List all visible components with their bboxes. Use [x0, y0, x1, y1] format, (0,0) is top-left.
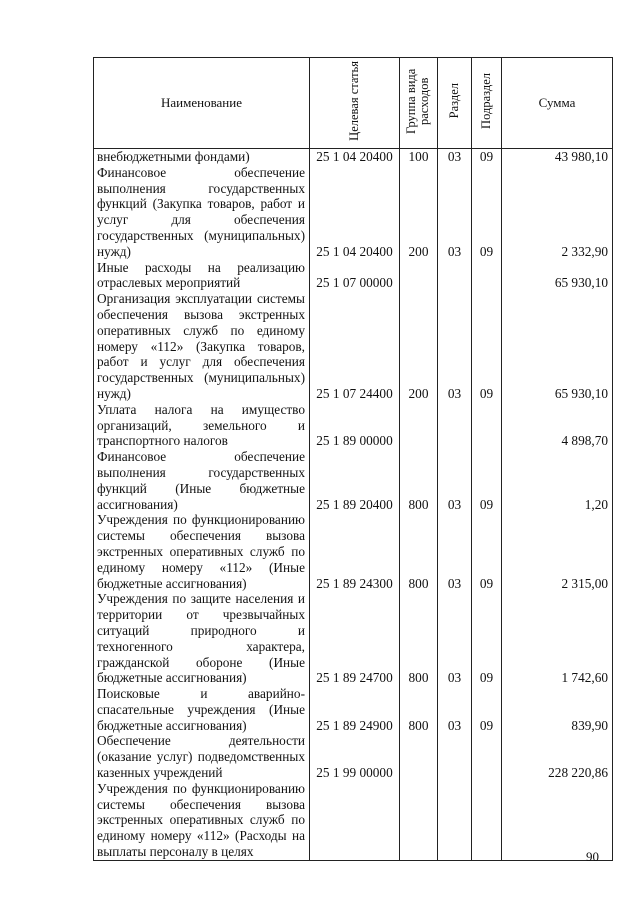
row-target: 25 1 07 00000: [310, 260, 400, 292]
row-subsection: 09: [472, 512, 502, 591]
table-row: [94, 686, 613, 733]
row-section: 03: [438, 591, 472, 686]
row-sum: 43 980,10: [502, 149, 613, 165]
table-row: [94, 591, 613, 686]
row-target: 25 1 89 24900: [310, 686, 400, 733]
row-name: Финансовое обеспечение выполнения государственных функций (Закупка товаров, работ и услуг для обеспечения государственных (муниципальных) нужд): [94, 165, 310, 260]
page-number: 90: [586, 849, 599, 864]
table-row: [94, 449, 613, 512]
row-target: 25 1 89 24700: [310, 591, 400, 686]
row-name: Обеспечение деятельности (оказание услуг) подведомственных казенных учреждений: [94, 733, 310, 780]
row-section: 03: [438, 449, 472, 512]
header-target: Целевая статья: [310, 58, 400, 149]
row-section: 03: [438, 291, 472, 402]
row-sum: 839,90: [502, 686, 613, 733]
table-row: [94, 149, 613, 165]
row-target: 25 1 89 24300: [310, 512, 400, 591]
header-sum: Сумма: [502, 58, 613, 149]
row-subsection: 09: [472, 165, 502, 260]
row-group: [400, 733, 438, 780]
row-section: 03: [438, 165, 472, 260]
row-sum: 65 930,10: [502, 291, 613, 402]
row-name: Организация эксплуатации системы обеспечения вызова экстренных оперативных служб по единому номеру «112» (Закупка товаров, работ и услуг для обеспечения государственных (муниципальных) нужд): [94, 291, 310, 402]
row-sum: 1,20: [502, 449, 613, 512]
row-name: Финансовое обеспечение выполнения государственных функций (Иные бюджетные ассигнования): [94, 449, 310, 512]
row-group: 200: [400, 291, 438, 402]
row-target: 25 1 07 24400: [310, 291, 400, 402]
row-name: внебюджетными фондами): [94, 149, 310, 165]
row-section: 03: [438, 512, 472, 591]
row-sum: 4 898,70: [502, 402, 613, 449]
row-section: [438, 781, 472, 860]
row-sum: 65 930,10: [502, 260, 613, 292]
table-header-row: [94, 58, 613, 149]
table-row: [94, 291, 613, 402]
row-group: 200: [400, 165, 438, 260]
budget-table: [93, 57, 613, 861]
row-target: 25 1 89 00000: [310, 402, 400, 449]
row-name: Уплата налога на имущество организаций, земельного и транспортного налогов: [94, 402, 310, 449]
row-subsection: [472, 260, 502, 292]
header-section: Раздел: [438, 58, 472, 149]
row-name: Учреждения по функционированию системы обеспечения вызова экстренных оперативных служб по единому номеру «112» (Расходы на выплаты персоналу в целях: [94, 781, 310, 860]
row-group: 100: [400, 149, 438, 165]
row-target: 25 1 04 20400: [310, 149, 400, 165]
row-name: Учреждения по функционированию системы обеспечения вызова экстренных оперативных служб по единому номеру «112» (Иные бюджетные ассигнования): [94, 512, 310, 591]
row-section: 03: [438, 149, 472, 165]
row-section: [438, 260, 472, 292]
row-group: 800: [400, 449, 438, 512]
row-subsection: 09: [472, 149, 502, 165]
budget-table-container: [93, 57, 612, 860]
row-subsection: 09: [472, 449, 502, 512]
row-sum: 2 315,00: [502, 512, 613, 591]
row-group: [400, 781, 438, 860]
row-sum: 228 220,86: [502, 733, 613, 780]
row-group: 800: [400, 591, 438, 686]
row-name: Иные расходы на реализацию отраслевых мероприятий: [94, 260, 310, 292]
table-row: [94, 781, 613, 860]
header-subsection: Подраздел: [472, 58, 502, 149]
row-subsection: 09: [472, 686, 502, 733]
row-section: [438, 733, 472, 780]
row-subsection: [472, 781, 502, 860]
row-sum: 2 332,90: [502, 165, 613, 260]
header-name: Наименование: [94, 58, 310, 149]
row-target: 25 1 99 00000: [310, 733, 400, 780]
header-group: Группа вида расходов: [400, 58, 438, 149]
table-row: [94, 733, 613, 780]
row-sum: 1 742,60: [502, 591, 613, 686]
row-target: 25 1 04 20400: [310, 165, 400, 260]
row-name: Поисковые и аварийно-спасательные учреждения (Иные бюджетные ассигнования): [94, 686, 310, 733]
table-row: [94, 512, 613, 591]
row-group: [400, 402, 438, 449]
row-target: 25 1 89 20400: [310, 449, 400, 512]
row-subsection: 09: [472, 291, 502, 402]
row-group: 800: [400, 512, 438, 591]
row-group: [400, 260, 438, 292]
row-section: [438, 402, 472, 449]
row-group: 800: [400, 686, 438, 733]
table-row: [94, 165, 613, 260]
table-row: [94, 402, 613, 449]
table-row: [94, 260, 613, 292]
row-name: Учреждения по защите населения и территории от чрезвычайных ситуаций природного и техногенного характера, гражданской обороне (Иные бюджетные ассигнования): [94, 591, 310, 686]
row-subsection: [472, 733, 502, 780]
row-target: [310, 781, 400, 860]
row-subsection: 09: [472, 591, 502, 686]
row-subsection: [472, 402, 502, 449]
row-section: 03: [438, 686, 472, 733]
